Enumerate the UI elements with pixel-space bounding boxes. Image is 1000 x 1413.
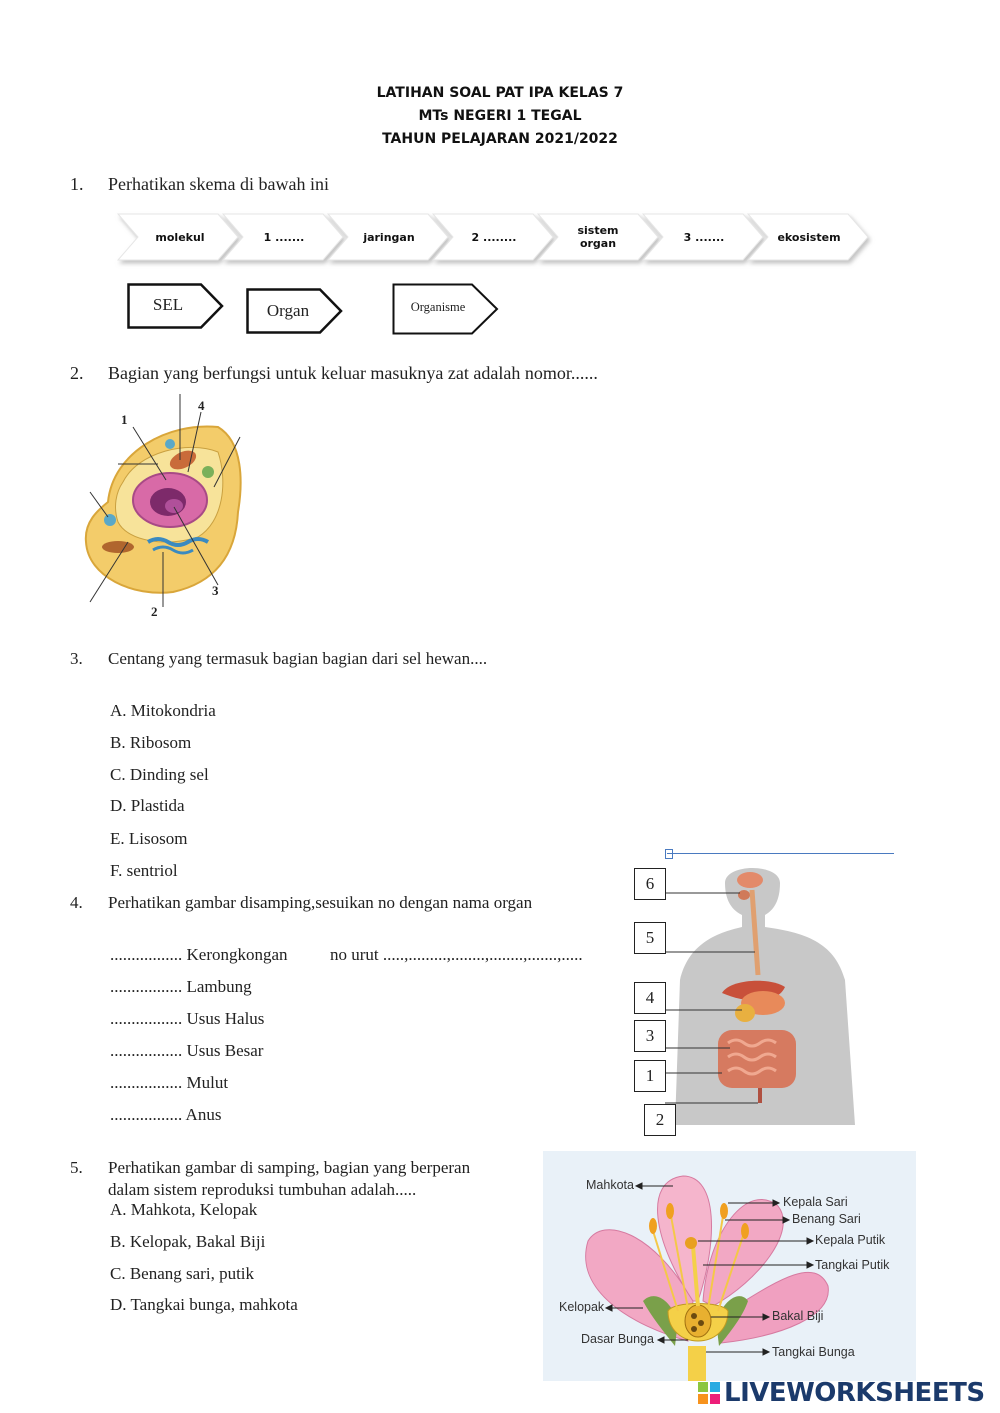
answer-tag-organ[interactable] <box>246 288 344 334</box>
q3-text: Centang yang termasuk bagian bagian dari sel hewan.... <box>108 649 488 668</box>
q4-item-kerongkongan[interactable]: ................. Kerongkongan <box>110 945 288 964</box>
q1-text: Perhatikan skema di bawah ini <box>108 174 329 194</box>
q5-text-line1: Perhatikan gambar di samping, bagian yang berperan <box>108 1158 471 1177</box>
flower-label-bakal-biji: Bakal Biji <box>772 1309 824 1323</box>
q4-item-mulut[interactable]: ................. Mulut <box>110 1073 229 1092</box>
organ-box-5[interactable]: 5 <box>634 922 666 954</box>
q3-option-b[interactable]: B. Ribosom <box>110 733 192 752</box>
flower-label-kelopak: Kelopak <box>559 1300 605 1314</box>
cell-label-3: 3 <box>212 583 219 598</box>
title-line-3: TAHUN PELAJARAN 2021/2022 <box>382 131 618 147</box>
chevron-label-molekul: molekul <box>155 231 205 244</box>
animal-cell-diagram <box>78 392 253 624</box>
q4-order-input[interactable]: no urut .....,.........,........,........,.......,..... <box>330 945 583 964</box>
q5-text-line2: dalam sistem reproduksi tumbuhan adalah..... <box>108 1180 417 1199</box>
divider-line <box>667 853 894 854</box>
flower-label-tangkai-bunga: Tangkai Bunga <box>772 1345 855 1359</box>
answer-tag-organ-label: Organ <box>266 301 310 320</box>
title-line-1: LATIHAN SOAL PAT IPA KELAS 7 <box>376 85 624 101</box>
flower-label-dasar-bunga: Dasar Bunga <box>581 1332 654 1346</box>
q3-option-c[interactable]: C. Dinding sel <box>110 765 209 784</box>
footer-brand: LIVEWORKSHEETS <box>724 1378 985 1408</box>
digestive-system-diagram <box>660 855 870 1130</box>
q3-number: 3. <box>70 649 83 668</box>
organ-box-3[interactable]: 3 <box>634 1020 666 1052</box>
q4-text: Perhatikan gambar disamping,sesuikan no dengan nama organ <box>108 893 533 912</box>
q5-number: 5. <box>70 1158 83 1177</box>
q4-item-anus[interactable]: ................. Anus <box>110 1105 222 1124</box>
q4-item-usus-besar[interactable]: ................. Usus Besar <box>110 1041 264 1060</box>
chevron-label-sistem-organ: sistem organ <box>577 224 619 250</box>
q2-number: 2. <box>70 363 84 383</box>
cell-label-1: 1 <box>121 412 128 427</box>
cell-label-2: 2 <box>151 604 158 619</box>
chevron-label-2: 2 ........ <box>471 231 517 244</box>
chevron-label-3: 3 ....... <box>683 231 725 244</box>
title-line-2: MTs NEGERI 1 TEGAL <box>418 108 582 124</box>
q5-option-c[interactable]: C. Benang sari, putik <box>110 1264 255 1283</box>
answer-tag-organisme-label: Organisme <box>410 300 466 314</box>
q2-text: Bagian yang berfungsi untuk keluar masuknya zat adalah nomor...... <box>108 363 598 383</box>
q5-option-a[interactable]: A. Mahkota, Kelopak <box>110 1200 258 1219</box>
q4-number: 4. <box>70 893 83 912</box>
organ-box-2[interactable]: 2 <box>644 1104 676 1136</box>
q3-option-d[interactable]: D. Plastida <box>110 796 185 815</box>
q4-item-lambung[interactable]: ................. Lambung <box>110 977 252 996</box>
q3-option-e[interactable]: E. Lisosom <box>110 829 188 848</box>
organ-box-1[interactable]: 1 <box>634 1060 666 1092</box>
q4-item-usus-halus[interactable]: ................. Usus Halus <box>110 1009 265 1028</box>
cell-label-4: 4 <box>198 398 205 413</box>
organ-box-6[interactable]: 6 <box>634 868 666 900</box>
answer-tag-sel[interactable] <box>127 283 225 329</box>
flower-label-benang-sari: Benang Sari <box>792 1212 861 1226</box>
flower-diagram <box>543 1151 916 1381</box>
flower-label-tangkai-putik: Tangkai Putik <box>815 1258 890 1272</box>
q3-option-f[interactable]: F. sentriol <box>110 861 178 880</box>
answer-tag-organisme[interactable] <box>392 283 500 335</box>
organ-box-4[interactable]: 4 <box>634 982 666 1014</box>
flower-label-kepala-sari: Kepala Sari <box>783 1195 848 1209</box>
chevron-label-ekosistem: ekosistem <box>777 231 841 244</box>
answer-tag-sel-label: SEL <box>152 295 184 314</box>
q3-option-a[interactable]: A. Mitokondria <box>110 701 216 720</box>
chevron-label-jaringan: jaringan <box>363 231 415 244</box>
flower-label-mahkota: Mahkota <box>586 1178 634 1192</box>
flower-label-kepala-putik: Kepala Putik <box>815 1233 886 1247</box>
q1-number: 1. <box>70 174 84 194</box>
q5-option-b[interactable]: B. Kelopak, Bakal Biji <box>110 1232 266 1251</box>
liveworksheets-logo-icon <box>698 1382 720 1404</box>
q5-option-d[interactable]: D. Tangkai bunga, mahkota <box>110 1295 298 1314</box>
chevron-label-1: 1 ....... <box>263 231 305 244</box>
